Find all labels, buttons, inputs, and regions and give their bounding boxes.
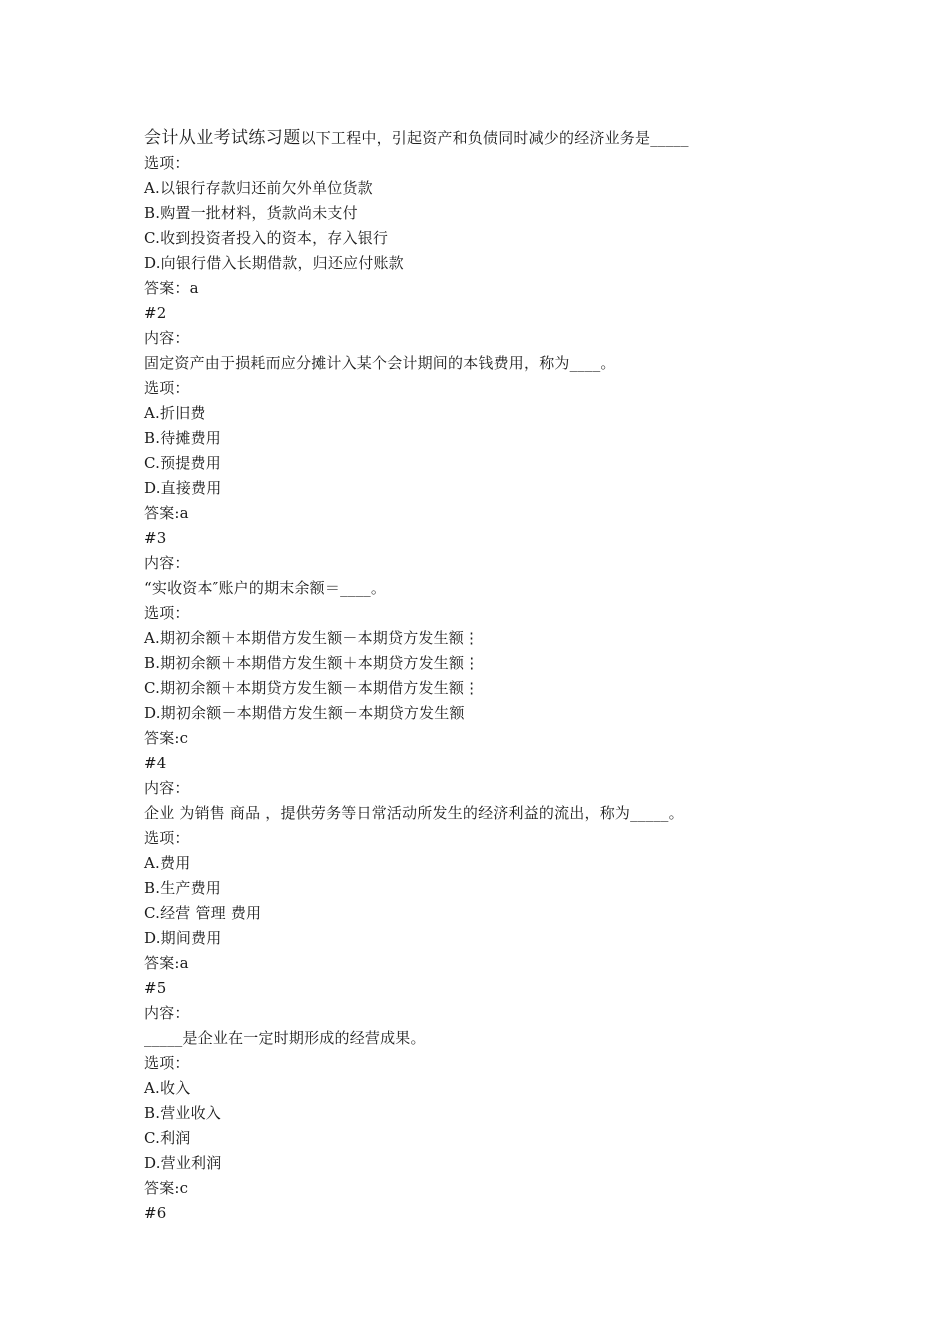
question-5-option-d: D.营业利润 <box>144 1154 222 1172</box>
question-2-content: 固定资产由于损耗而应分摊计入某个会计期间的本钱费用，称为____。 <box>144 354 616 372</box>
question-6-number: #6 <box>144 1204 167 1222</box>
question-5-content-label: 内容： <box>144 1004 190 1022</box>
question-1-answer: 答案：a <box>144 279 199 297</box>
question-2 <box>144 301 844 526</box>
question-5-option-b: B.营业收入 <box>144 1104 221 1122</box>
question-4-content-label: 内容： <box>144 779 190 797</box>
question-2-option-d: D.直接费用 <box>144 479 222 497</box>
question-3 <box>144 526 844 751</box>
document-body <box>144 126 844 1226</box>
question-1-content: 以下工程中，引起资产和负债同时减少的经济业务是_____ <box>300 129 689 147</box>
question-1-option-c: C.收到投资者投入的资本，存入银行 <box>144 229 389 247</box>
question-3-option-a: A.期初余额＋本期借方发生额－本期贷方发生额⋮ <box>144 629 480 647</box>
question-2-option-a: A.折旧费 <box>144 404 206 422</box>
question-2-content-label: 内容： <box>144 329 190 347</box>
question-4-option-b: B.生产费用 <box>144 879 221 897</box>
question-3-option-c: C.期初余额＋本期贷方发生额－本期借方发生额⋮ <box>144 679 480 697</box>
question-4-option-d: D.期间费用 <box>144 929 222 947</box>
question-3-options-label: 选项： <box>144 604 190 622</box>
question-5-options-label: 选项： <box>144 1054 190 1072</box>
question-5 <box>144 976 844 1201</box>
question-2-answer: 答案:a <box>144 504 189 522</box>
question-5-number: #5 <box>144 979 167 997</box>
question-4-content: 企业 为销售 商品 ，提供劳务等日常活动所发生的经济利益的流出，称为_____。 <box>144 804 684 822</box>
question-5-option-a: A.收入 <box>144 1079 191 1097</box>
question-5-content: _____是企业在一定时期形成的经营成果。 <box>144 1029 426 1047</box>
question-3-number: #3 <box>144 529 167 547</box>
question-4-option-a: A.费用 <box>144 854 191 872</box>
question-2-options-label: 选项： <box>144 379 190 397</box>
question-5-answer: 答案:c <box>144 1179 189 1197</box>
question-3-content: “实收资本″账户的期末余额＝____。 <box>144 579 387 597</box>
question-1-option-a: A.以银行存款归还前欠外单位货款 <box>144 179 373 197</box>
document-title: 会计从业考试练习题 <box>144 128 301 148</box>
question-1-option-b: B.购置一批材料，货款尚未支付 <box>144 204 358 222</box>
question-4-option-c: C.经营 管理 费用 <box>144 904 262 922</box>
question-1-content-line <box>144 126 844 151</box>
question-3-option-b: B.期初余额＋本期借方发生额＋本期贷方发生额⋮ <box>144 654 480 672</box>
question-3-option-d: D.期初余额－本期借方发生额－本期贷方发生额 <box>144 704 465 722</box>
question-4 <box>144 751 844 976</box>
question-3-answer: 答案:c <box>144 729 189 747</box>
question-5-option-c: C.利润 <box>144 1129 191 1147</box>
question-2-number: #2 <box>144 304 167 322</box>
question-4-options-label: 选项： <box>144 829 190 847</box>
question-4-number: #4 <box>144 754 167 772</box>
question-2-option-b: B.待摊费用 <box>144 429 221 447</box>
question-4-answer: 答案:a <box>144 954 189 972</box>
question-1-option-d: D.向银行借入长期借款，归还应付账款 <box>144 254 404 272</box>
question-3-content-label: 内容： <box>144 554 190 572</box>
question-2-option-c: C.预提费用 <box>144 454 221 472</box>
question-1 <box>144 126 844 301</box>
question-1-options-label: 选项： <box>144 154 190 172</box>
